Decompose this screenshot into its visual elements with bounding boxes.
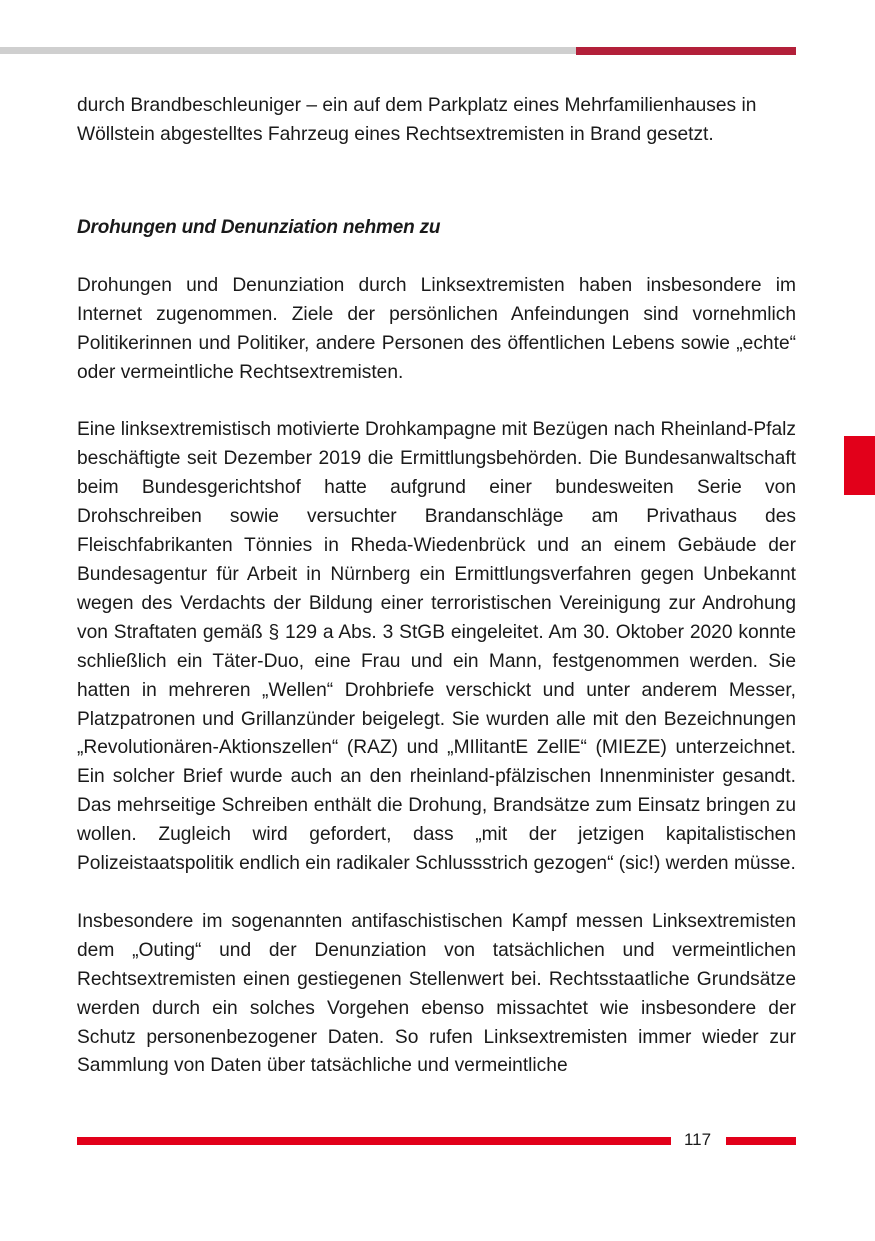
paragraph-3: Insbesondere im sogenannten antifaschistischen Kampf messen Linksextremisten dem „Outing“ und der Denunziation von tatsächlichen und vermeintlichen Rechtsextremisten einen gestiegenen Stellenwert bei. Rechtsstaatliche Grundsätze werden durch ein solches Vorgehen ebenso missachtet wie insbesondere der Schutz personenbezogener Daten. So rufen Linksextremisten immer wieder zur Sammlung von Daten über tatsächliche und vermeintliche: [77, 910, 796, 1077]
page-number: 117: [683, 1130, 712, 1149]
page-body: [77, 92, 796, 1081]
header-rule-red: [576, 47, 796, 55]
header-rule-gray: [0, 47, 576, 54]
footer-rule-left: [77, 1137, 671, 1145]
chapter-tab-marker: [844, 436, 875, 495]
paragraph-1: Drohungen und Denunziation durch Linksextremisten haben insbesondere im Internet zugenommen. Ziele der persönlichen Anfeindungen sind vornehmlich Politikerinnen und Politiker, andere Personen des öffentlichen Lebens sowie „echte“ oder vermeintliche Rechtsextremisten.: [77, 274, 796, 383]
section-heading: Drohungen und Denunziation nehmen zu: [77, 216, 441, 238]
footer-rule-right: [726, 1137, 796, 1145]
lead-paragraph: durch Brandbeschleuniger – ein auf dem Parkplatz eines Mehrfamilienhauses in Wöllstein abgestelltes Fahrzeug eines Rechtsextremisten in Brand gesetzt.: [77, 95, 757, 145]
paragraph-2: Eine linksextremistisch motivierte Drohkampagne mit Bezügen nach Rheinland-Pfalz beschäftigte seit Dezember 2019 die Ermittlungsbehörden. Die Bundesanwaltschaft beim Bundesgerichtshof hatte aufgrund einer bundesweiten Serie von Drohschreiben sowie versuchter Brandanschläge am Privathaus des Fleischfabrikanten Tönnies in Rheda-Wiedenbrück und an einem Gebäude der Bundesagentur für Arbeit in Nürnberg ein Ermittlungsverfahren gegen Unbekannt wegen des Verdachts der Bildung einer terroristischen Vereinigung zur Androhung von Straftaten gemäß § 129 a Abs. 3 StGB eingeleitet. Am 30. Oktober 2020 konnte schließlich ein Täter-Duo, eine Frau und ein Mann, festgenommen werden. Sie hatten in mehreren „Wellen“ Drohbriefe verschickt und unter anderem Messer, Platzpatronen und Grillanzünder beigelegt. Sie wurden alle mit den Bezeichnungen „Revolutionären-Aktionszellen“ (RAZ) und „MIlitantE ZellE“ (MIEZE) unterzeichnet. Ein solcher Brief wurde auch an den rheinland-pfälzischen Innenminister gesandt. Das mehrseitige Schreiben enthält die Drohung, Brandsätze zum Einsatz bringen zu wollen. Zugleich wird gefordert, dass „mit der jetzigen kapitalistischen Polizeistaatspolitik endlich ein radikaler Schlussstrich gezogen“ (sic!) werden müsse.: [77, 419, 796, 875]
